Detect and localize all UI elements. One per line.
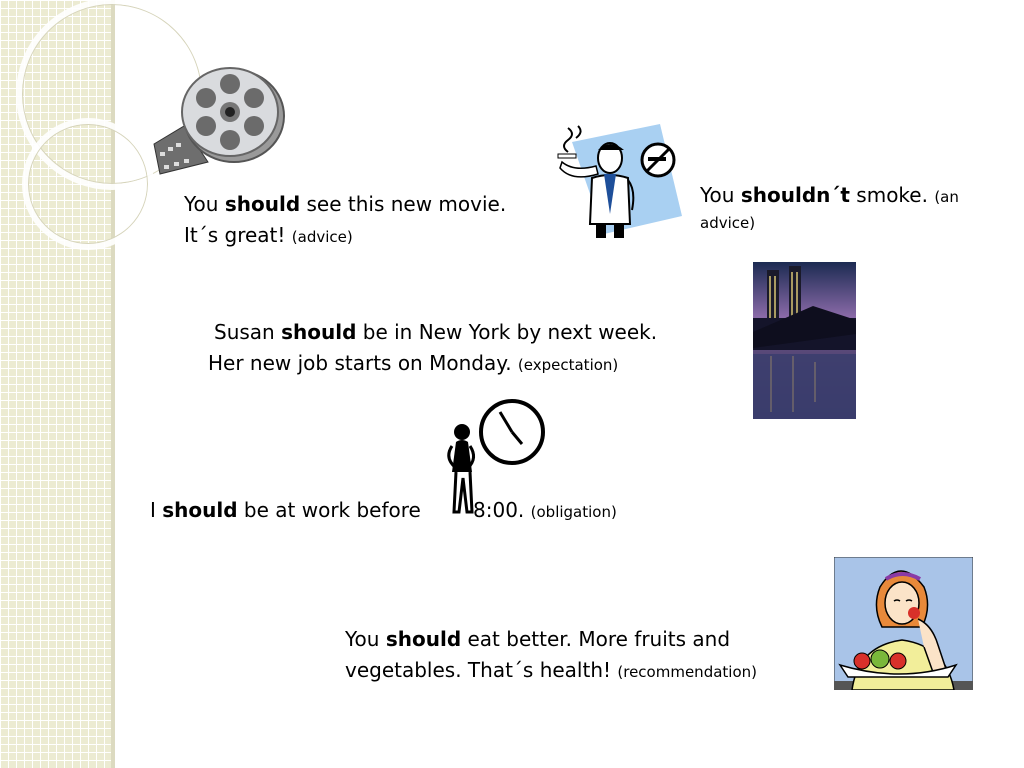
text-post: be at work before bbox=[237, 498, 421, 522]
film-reel-icon bbox=[150, 66, 286, 178]
usage-note: (recommendation) bbox=[617, 663, 757, 681]
sentence-work bbox=[150, 495, 421, 526]
sentence-movie-line2 bbox=[184, 220, 353, 253]
sentence-newyork-line1 bbox=[214, 317, 657, 348]
text-pre: Susan bbox=[214, 320, 282, 344]
text-post: be in New York by next week. bbox=[356, 320, 658, 344]
new-york-skyline-photo bbox=[753, 262, 856, 419]
text-line2: It´s great! bbox=[184, 223, 292, 247]
sentence-fruit-line1 bbox=[345, 624, 730, 655]
keyword: shouldn´t bbox=[740, 183, 850, 207]
text-post: eat better. More fruits and bbox=[461, 627, 731, 651]
usage-note: (expectation) bbox=[517, 356, 619, 374]
usage-note: (obligation) bbox=[530, 503, 617, 521]
usage-note: (an bbox=[934, 188, 959, 206]
keyword: should bbox=[385, 627, 462, 651]
text-post: see this new movie. bbox=[300, 192, 507, 216]
decorative-ring-bottom bbox=[22, 118, 154, 250]
keyword: should bbox=[162, 498, 238, 522]
usage-note-cont: advice) bbox=[700, 214, 756, 232]
no-smoking-man-illustration bbox=[548, 124, 682, 244]
text-pre: You bbox=[345, 627, 386, 651]
time-text: 8:00. bbox=[473, 498, 531, 522]
sentence-smoke-line2 bbox=[700, 208, 755, 239]
girl-eating-fruit-illustration bbox=[834, 557, 973, 690]
text-post: smoke. bbox=[849, 183, 935, 207]
usage-note: (advice) bbox=[291, 228, 353, 246]
text-line2: vegetables. That´s health! bbox=[345, 658, 618, 682]
keyword: should bbox=[224, 192, 301, 216]
text-pre: You bbox=[184, 192, 225, 216]
keyword: should bbox=[281, 320, 357, 344]
sentence-work-time bbox=[473, 495, 617, 528]
sentence-newyork-line2 bbox=[208, 348, 618, 381]
text-line2: Her new job starts on Monday. bbox=[208, 351, 518, 375]
text-pre: You bbox=[700, 183, 741, 207]
sentence-fruit-line2 bbox=[345, 655, 757, 688]
sentence-movie-line1 bbox=[184, 189, 506, 220]
text-pre: I bbox=[150, 498, 163, 522]
